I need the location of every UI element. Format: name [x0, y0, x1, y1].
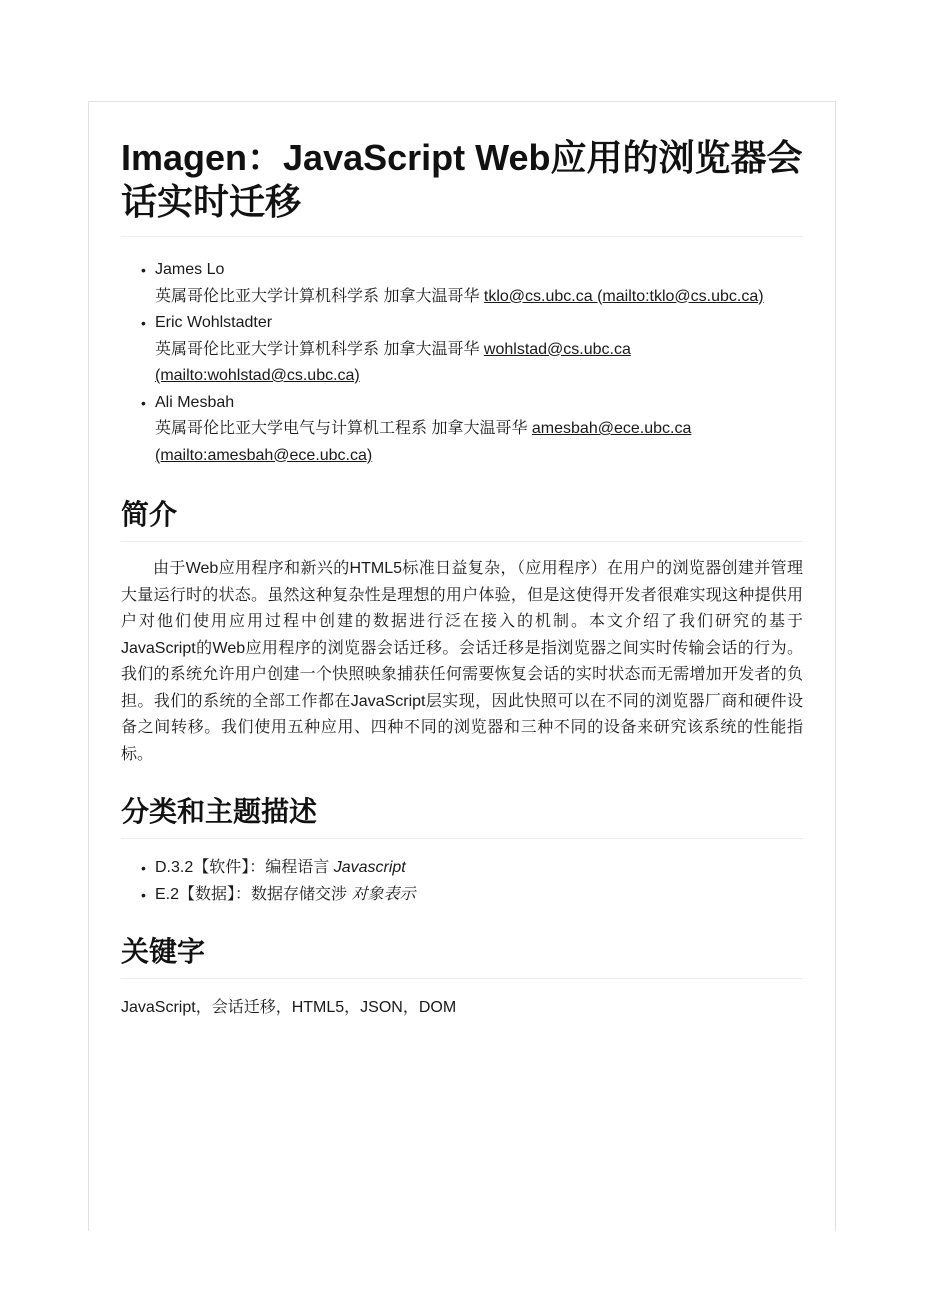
keywords-section: [121, 934, 803, 1022]
author-email-link[interactable]: tklo@cs.ubc.ca (mailto:tklo@cs.ubc.ca): [483, 287, 764, 305]
paper-title: Imagen：JavaScript Web应用的浏览器会话实时迁移: [121, 136, 803, 237]
keywords-text: JavaScript，会话迁移，HTML5，JSON，DOM: [121, 999, 457, 1016]
category-prefix: D.3.2【软件】：编程语言: [155, 859, 330, 876]
intro-paragraph: 由于Web应用程序和新兴的HTML5标准日益复杂，（应用程序）在用户的浏览器创建并管理大量运行时的状态。虽然这种复杂性是理想的用户体验，但是这使得开发者很难实现这种提供用户对他们使用应用过程中创建的数据进行泛在接入的机制。本文介绍了我们研究的基于JavaScript的Web应用程序的浏览器会话迁移。会话迁移是指浏览器之间实时传输会话的行为。我们的系统允许用户创建一个快照映象捕获任何需要恢复会话的实时状态而无需增加开发者的负担。我们的系统的全部工作都在JavaScript层实现，因此快照可以在不同的浏览器厂商和硬件设备之间转移。我们使用五种应用、四种不同的浏览器和三种不同的设备来研究该系统的性能指标。: [121, 560, 803, 763]
author-name: Ali Mesbah: [155, 393, 235, 411]
intro-heading: 简介: [121, 497, 803, 542]
category-item: [141, 882, 803, 909]
author-item: [141, 310, 803, 390]
author-affiliation: 英属哥伦比亚大学电气与计算机工程系 加拿大温哥华: [155, 420, 528, 437]
author-email-link[interactable]: amesbah@ece.ubc.ca (mailto:amesbah@ece.ubc.ca): [155, 420, 692, 464]
category-term: 对象表示: [351, 885, 416, 903]
paper-page: [88, 101, 836, 1231]
author-item: [141, 257, 803, 310]
author-affiliation: 英属哥伦比亚大学计算机科学系 加拿大温哥华: [155, 340, 480, 358]
author-list: [121, 257, 803, 469]
category-prefix: E.2【数据】：数据存储交涉: [155, 885, 348, 903]
intro-section: [121, 497, 803, 768]
author-name: Eric Wohlstadter: [155, 314, 273, 331]
category-item: [141, 855, 803, 882]
categories-heading: 分类和主题描述: [121, 794, 803, 839]
author-name: James Lo: [155, 261, 225, 278]
author-email-link[interactable]: wohlstad@cs.ubc.ca (mailto:wohlstad@cs.ubc.ca): [155, 340, 631, 384]
paper-content: [121, 102, 803, 1022]
category-list: [121, 855, 803, 908]
categories-section: [121, 794, 803, 908]
author-item: [141, 390, 803, 470]
category-term: Javascript: [333, 859, 406, 876]
keywords-heading: 关键字: [121, 934, 803, 979]
author-affiliation: 英属哥伦比亚大学计算机科学系 加拿大温哥华: [155, 287, 480, 305]
